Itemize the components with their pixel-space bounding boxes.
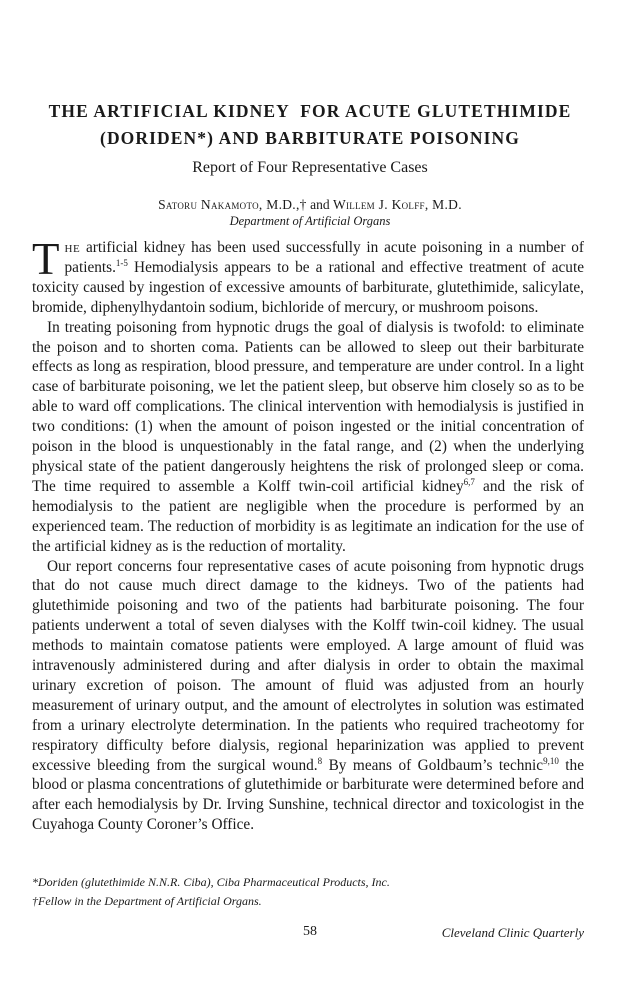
paragraph-2-text-a: In treating poisoning from hypnotic drugs the goal of dialysis is twofold: to eliminate the poison and to shorten coma. Patients can be allowed to sleep out their barbiturate effects as long as respiration, blood pressure, and temperature are under control. In a light case of barbiturate poisoning, we let the patient sleep, but observe him closely so as to be able to ward off complications. The clinical intervention with hemodialysis is justified in two conditions: (1) when the amount of poison ingested or the initial concentration of poison in the blood is unquestionably in the fatal range, and (2) when the underlying physical state of the patient dangerously heightens the risk of prolonged sleep or coma. The time required to assemble a Kolff twin-coil artificial kidney: [32, 318, 584, 495]
paragraph-1-text-b: Hemodialysis appears to be a rational and effective treatment of acute toxicity caused by ingestion of excessive amounts of barbiturate, glutethimide, salicylate, bromide, diphenylhydantoin sodium, bichloride of mercury, or mushroom poisons.: [32, 258, 584, 316]
paragraph-1: [32, 234, 584, 318]
reference-marker: 6,7: [463, 476, 475, 487]
paragraph-3: [32, 557, 584, 836]
title-line-2: (DORIDEN*) AND BARBITURATE POISONING: [100, 128, 520, 148]
article-subtitle: Report of Four Representative Cases: [192, 159, 428, 176]
article-title: [40, 98, 580, 152]
paragraph-2-text-b: and the risk of hemodialysis to the patient are negligible when the procedure is performed by an experienced team. The reduction of morbidity is as legitimate an indication for the use of the artificial kidney as is the reduction of mortality.: [32, 477, 584, 555]
paragraph-2: [32, 318, 584, 557]
lead-in-caps: he: [64, 239, 81, 256]
author-conjunction: and: [306, 197, 333, 212]
reference-marker: 8: [317, 755, 323, 766]
footnote-fellow: †Fellow in the Department of Artificial Organs.: [32, 894, 262, 908]
footnote-doriden: *Doriden (glutethimide N.N.R. Ciba), Ciba Pharmaceutical Products, Inc.: [32, 875, 390, 889]
article-body: [32, 234, 584, 835]
author-nakamoto: Satoru Nakamoto, M.D.,†: [158, 197, 307, 212]
department-affiliation: Department of Artificial Organs: [229, 214, 391, 228]
reference-marker: 9,10: [543, 755, 559, 766]
drop-cap: T: [32, 234, 60, 284]
author-kolff: Willem J. Kolff, M.D.: [332, 197, 462, 212]
paragraph-3-text-b: By means of Goldbaum’s technic: [322, 756, 544, 774]
author-line: [40, 196, 580, 214]
journal-name: Cleveland Clinic Quarterly: [441, 925, 584, 940]
page-number: 58: [303, 924, 317, 939]
paragraph-3-text-c: the blood or plasma concentrations of glutethimide or barbiturate were determined before and after each hemodialysis by Dr. Irving Sunshine, technical director and toxicologist in the Cuyahoga County Coroner’s Office.: [32, 756, 584, 834]
paragraph-1-text-a: artificial kidney has been used successfully in acute poisoning in a number of patients.: [64, 239, 584, 276]
title-line-1: THE ARTIFICIAL KIDNEY FOR ACUTE GLUTETHIMIDE: [48, 101, 572, 121]
footnotes: [32, 873, 584, 911]
reference-marker: 1-5: [115, 257, 128, 268]
paragraph-3-text-a: Our report concerns four representative cases of acute poisoning from hypnotic drugs that do not cause much direct damage to the kidneys. Two of the patients had glutethimide poisoning and two of the patients had barbiturate poisoning. The four patients underwent a total of seven dialyses with the Kolff twin-coil kidney. The usual methods to maintain comatose patients were employed. A large amount of fluid was intravenously administered during and after dialysis in order to obtain the maximal urinary excretion of poison. The amount of fluid was adjusted from an hourly measurement of urinary output, and the amount of electrolytes in solution was estimated from a urinary electrolyte determination. In the patients who required tracheotomy for respiratory difficulty before dialysis, regional heparinization was applied to prevent excessive bleeding from the surgical wound.: [32, 557, 584, 774]
